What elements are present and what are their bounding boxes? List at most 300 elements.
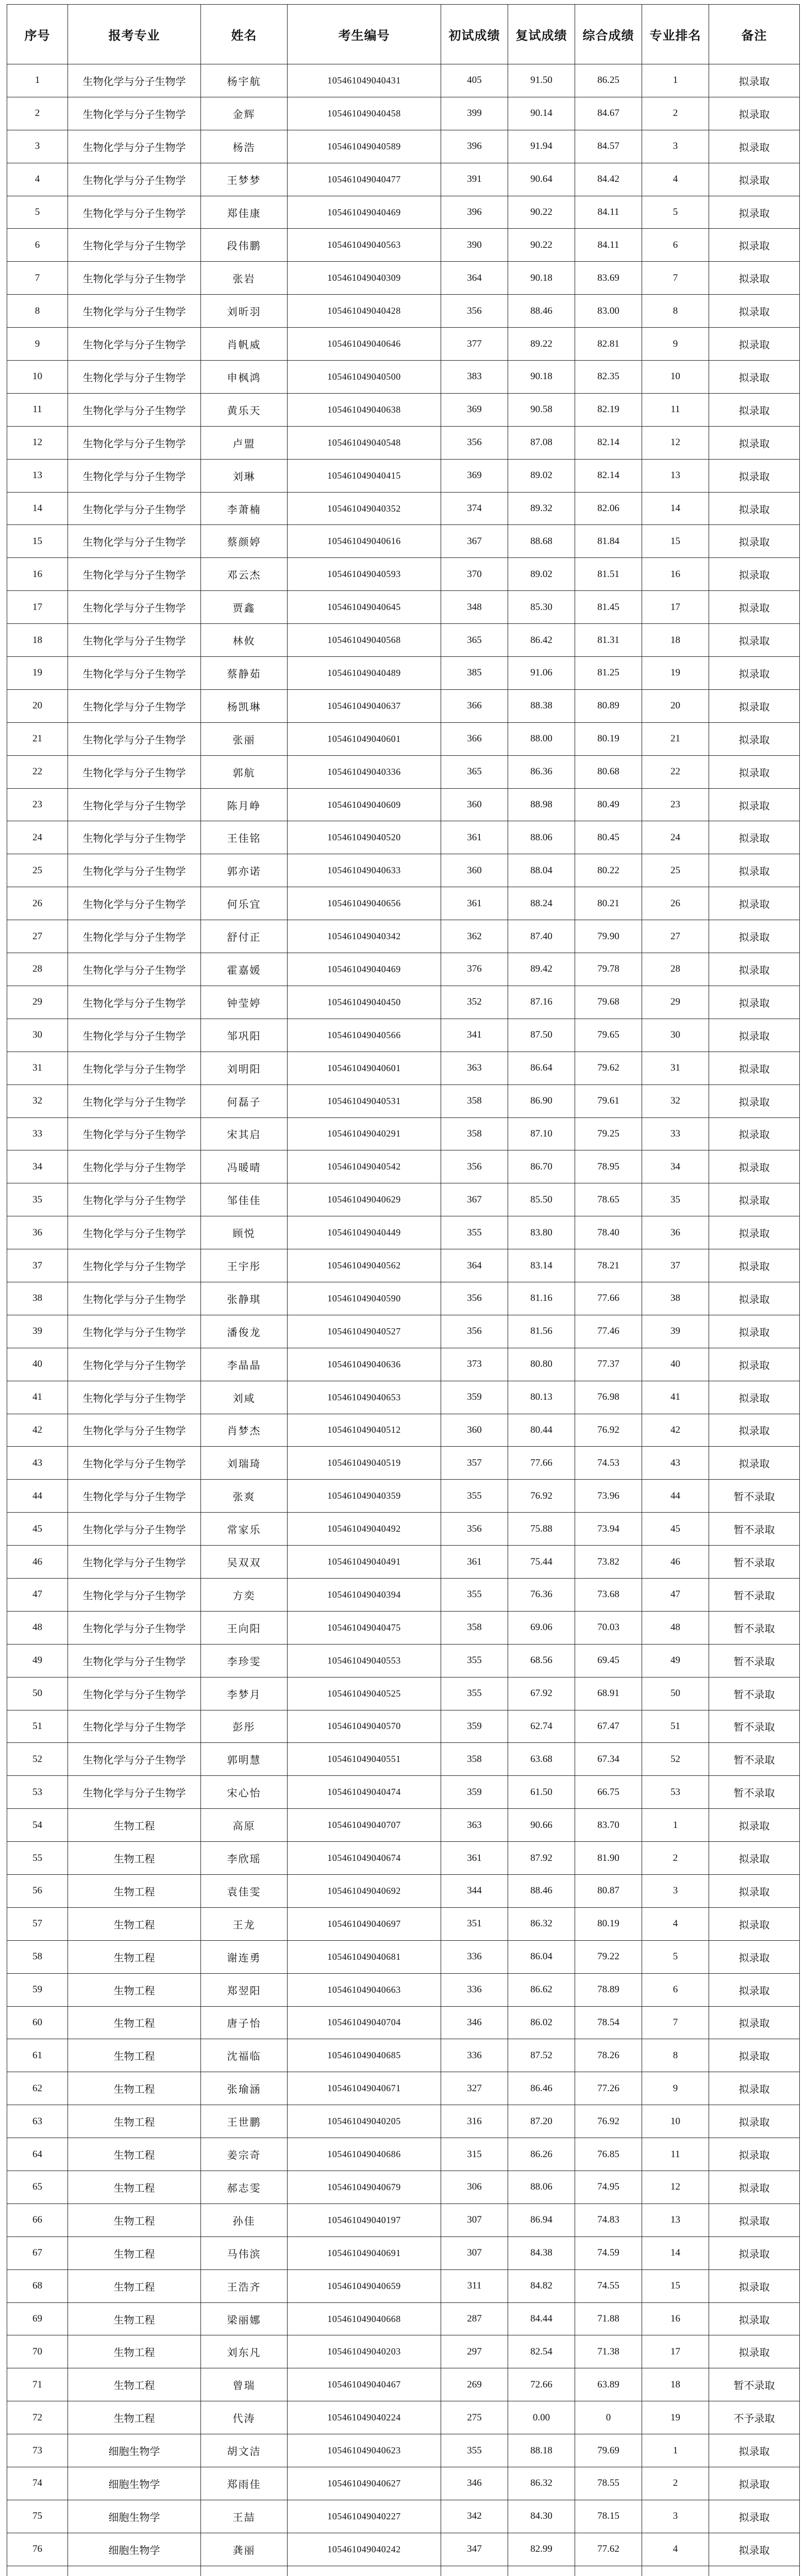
- cell-major: 生物工程: [68, 2105, 201, 2138]
- cell-index: 14: [7, 492, 68, 525]
- table-row: [7, 689, 800, 722]
- cell-remark: 拟录取: [709, 2072, 800, 2105]
- cell-rank: 43: [642, 1447, 709, 1480]
- table-row: [7, 1644, 800, 1677]
- cell-index: 73: [7, 2434, 68, 2467]
- cell-retest-score: 72.66: [508, 2368, 575, 2401]
- cell-index: 55: [7, 1842, 68, 1875]
- cell-retest-score: 88.00: [508, 722, 575, 755]
- cell-candidate-id: 105461049040616: [288, 525, 441, 558]
- cell-candidate-id: 105461049040589: [288, 130, 441, 163]
- cell-initial-score: 358: [441, 1743, 508, 1776]
- cell-total-score: 68.91: [575, 1677, 642, 1710]
- cell-total-score: 63.89: [575, 2368, 642, 2401]
- cell-total-score: 84.11: [575, 196, 642, 229]
- cell-rank: 4: [642, 163, 709, 196]
- cell-rank: 1: [642, 2434, 709, 2467]
- cell-initial-score: 348: [441, 591, 508, 624]
- cell-index: 16: [7, 558, 68, 591]
- table-row: [7, 788, 800, 821]
- table-row: [7, 657, 800, 690]
- cell-major: 生物化学与分子生物学: [68, 393, 201, 426]
- header-row: [7, 5, 800, 64]
- cell-remark: 拟录取: [709, 97, 800, 130]
- cell-initial-score: 307: [441, 2204, 508, 2236]
- cell-candidate-id: 105461049040542: [288, 1150, 441, 1183]
- cell-remark: 拟录取: [709, 689, 800, 722]
- cell-remark: 拟录取: [709, 525, 800, 558]
- cell-initial-score: 306: [441, 2171, 508, 2204]
- cell-major: [68, 2566, 201, 2576]
- cell-index: 34: [7, 1150, 68, 1183]
- cell-total-score: 73.94: [575, 1513, 642, 1546]
- table-row: [7, 986, 800, 1019]
- cell-retest-score: 90.58: [508, 393, 575, 426]
- cell-initial-score: 358: [441, 1117, 508, 1150]
- cell-index: 26: [7, 887, 68, 920]
- cell-retest-score: 76.36: [508, 1578, 575, 1611]
- cell-initial-score: 390: [441, 229, 508, 262]
- cell-initial-score: 361: [441, 1842, 508, 1875]
- cell-total-score: 74.95: [575, 2171, 642, 2204]
- cell-total-score: 80.21: [575, 887, 642, 920]
- cell-index: 40: [7, 1348, 68, 1381]
- cell-candidate-id: 105461049040562: [288, 1249, 441, 1282]
- cell-candidate-id: 105461049040671: [288, 2072, 441, 2105]
- cell-index: 22: [7, 755, 68, 788]
- table-row: [7, 1677, 800, 1710]
- cell-candidate-id: 105461049040428: [288, 295, 441, 328]
- cell-rank: 35: [642, 1183, 709, 1216]
- cell-candidate-id: 105461049040352: [288, 492, 441, 525]
- cell-retest-score: 87.10: [508, 1117, 575, 1150]
- cell-retest-score: 88.04: [508, 854, 575, 887]
- cell-rank: 6: [642, 229, 709, 262]
- cell-index: 5: [7, 196, 68, 229]
- cell-total-score: 80.19: [575, 722, 642, 755]
- cell-total-score: 78.21: [575, 1249, 642, 1282]
- table-row: [7, 1117, 800, 1150]
- cell-major: 生物化学与分子生物学: [68, 1480, 201, 1513]
- cell-retest-score: 88.98: [508, 788, 575, 821]
- cell-total-score: 82.14: [575, 426, 642, 459]
- cell-remark: 拟录取: [709, 196, 800, 229]
- cell-initial-score: 307: [441, 2236, 508, 2269]
- cell-index: 37: [7, 1249, 68, 1282]
- cell-candidate-id: 105461049040531: [288, 1084, 441, 1117]
- cell-retest-score: 90.64: [508, 163, 575, 196]
- cell-retest-score: 83.80: [508, 1216, 575, 1249]
- cell-name: 何磊子: [201, 1084, 288, 1117]
- cell-name: 王梦梦: [201, 163, 288, 196]
- cell-remark: 拟录取: [709, 295, 800, 328]
- table-row: [7, 1216, 800, 1249]
- cell-index: 4: [7, 163, 68, 196]
- cell-major: 生物化学与分子生物学: [68, 295, 201, 328]
- cell-retest-score: 87.08: [508, 426, 575, 459]
- cell-initial-score: 356: [441, 1282, 508, 1315]
- cell-major: 生物化学与分子生物学: [68, 1710, 201, 1743]
- cell-retest-score: 82.99: [508, 2533, 575, 2566]
- cell-name: 宋心怡: [201, 1776, 288, 1809]
- cell-remark: 拟录取: [709, 1117, 800, 1150]
- cell-major: 生物工程: [68, 2302, 201, 2335]
- cell-initial-score: 356: [441, 1150, 508, 1183]
- cell-retest-score: 89.32: [508, 492, 575, 525]
- cell-retest-score: 69.06: [508, 1611, 575, 1644]
- cell-retest-score: 88.06: [508, 821, 575, 854]
- cell-rank: 17: [642, 591, 709, 624]
- cell-total-score: 79.69: [575, 2434, 642, 2467]
- table-row: [7, 2171, 800, 2204]
- cell-candidate-id: 105461049040692: [288, 1874, 441, 1907]
- cell-retest-score: 80.44: [508, 1414, 575, 1447]
- cell-total-score: 81.45: [575, 591, 642, 624]
- cell-total-score: 80.45: [575, 821, 642, 854]
- cell-retest-score: 80.80: [508, 1348, 575, 1381]
- cell-rank: 30: [642, 1019, 709, 1052]
- cell-remark: 拟录取: [709, 1907, 800, 1940]
- cell-major: 生物化学与分子生物学: [68, 1513, 201, 1546]
- cell-index: 76: [7, 2533, 68, 2566]
- cell-remark: 拟录取: [709, 2105, 800, 2138]
- cell-major: 生物工程: [68, 2039, 201, 2072]
- cell-rank: 46: [642, 1546, 709, 1579]
- cell-major: 生物化学与分子生物学: [68, 821, 201, 854]
- cell-total-score: 83.70: [575, 1809, 642, 1842]
- cell-name: 孙佳: [201, 2204, 288, 2236]
- cell-total-score: 79.65: [575, 1019, 642, 1052]
- cell-rank: 2: [642, 2467, 709, 2500]
- cell-name: 李珍雯: [201, 1644, 288, 1677]
- cell-initial-score: 361: [441, 821, 508, 854]
- cell-name: 顾悦: [201, 1216, 288, 1249]
- cell-initial-score: 355: [441, 1644, 508, 1677]
- cell-index: 25: [7, 854, 68, 887]
- table-row: [7, 229, 800, 262]
- cell-rank: 27: [642, 920, 709, 953]
- cell-total-score: 77.62: [575, 2533, 642, 2566]
- table-row: [7, 1249, 800, 1282]
- cell-total-score: 78.55: [575, 2467, 642, 2500]
- cell-index: 43: [7, 1447, 68, 1480]
- cell-name: 张爽: [201, 1480, 288, 1513]
- cell-rank: 1: [642, 1809, 709, 1842]
- cell-name: 邹巩阳: [201, 1019, 288, 1052]
- cell-name: 霍嘉媛: [201, 953, 288, 986]
- cell-initial-score: 357: [441, 1447, 508, 1480]
- cell-rank: 50: [642, 1677, 709, 1710]
- cell-candidate-id: 105461049040568: [288, 624, 441, 657]
- cell-initial-score: 399: [441, 97, 508, 130]
- table-row: [7, 2138, 800, 2171]
- table-row: [7, 821, 800, 854]
- cell-index: 44: [7, 1480, 68, 1513]
- cell-remark: 拟录取: [709, 361, 800, 394]
- cell-total-score: 67.47: [575, 1710, 642, 1743]
- cell-name: 何乐宜: [201, 887, 288, 920]
- cell-total-score: 78.89: [575, 1973, 642, 2006]
- cell-initial-score: 341: [441, 1019, 508, 1052]
- cell-retest-score: 86.26: [508, 2138, 575, 2171]
- cell-total-score: 74.83: [575, 2204, 642, 2236]
- cell-retest-score: 87.52: [508, 2039, 575, 2072]
- cell-name: 邓云杰: [201, 558, 288, 591]
- cell-initial-score: 365: [441, 624, 508, 657]
- cell-name: 冯暖晴: [201, 1150, 288, 1183]
- cell-major: 生物化学与分子生物学: [68, 624, 201, 657]
- cell-total-score: 0: [575, 2401, 642, 2434]
- cell-initial-score: 360: [441, 1414, 508, 1447]
- table-row: [7, 262, 800, 295]
- cell-retest-score: 88.46: [508, 1874, 575, 1907]
- table-row: [7, 2368, 800, 2401]
- cell-major: 生物化学与分子生物学: [68, 1611, 201, 1644]
- table-row: [7, 1973, 800, 2006]
- cell-name: 郑翌阳: [201, 1973, 288, 2006]
- table-row: [7, 361, 800, 394]
- cell-candidate-id: 105461049040492: [288, 1513, 441, 1546]
- cell-candidate-id: 105461049040637: [288, 689, 441, 722]
- cell-candidate-id: 105461049040686: [288, 2138, 441, 2171]
- cell-retest-score: 68.56: [508, 1644, 575, 1677]
- cell-retest-score: 87.50: [508, 1019, 575, 1052]
- table-row: [7, 2566, 800, 2576]
- table-row: [7, 1480, 800, 1513]
- cell-candidate-id: 105461049040291: [288, 1117, 441, 1150]
- cell-major: 生物化学与分子生物学: [68, 1447, 201, 1480]
- cell-candidate-id: 105461049040691: [288, 2236, 441, 2269]
- cell-rank: 44: [642, 1480, 709, 1513]
- cell-remark: 拟录取: [709, 1940, 800, 1973]
- cell-initial-score: 361: [441, 1546, 508, 1579]
- cell-index: 56: [7, 1874, 68, 1907]
- cell-major: 生物化学与分子生物学: [68, 1776, 201, 1809]
- table-row: [7, 1710, 800, 1743]
- cell-index: 18: [7, 624, 68, 657]
- cell-candidate-id: 105461049040593: [288, 558, 441, 591]
- cell-total-score: 74.55: [575, 2269, 642, 2302]
- cell-total-score: 78.95: [575, 1150, 642, 1183]
- cell-total-score: 81.90: [575, 1842, 642, 1875]
- cell-initial-score: 351: [441, 1907, 508, 1940]
- cell-name: 郑佳康: [201, 196, 288, 229]
- col-header-remark: 备注: [709, 5, 800, 64]
- col-header-retest-score: 复试成绩: [508, 5, 575, 64]
- cell-initial-score: 359: [441, 1381, 508, 1414]
- cell-remark: 拟录取: [709, 1019, 800, 1052]
- cell-index: 13: [7, 459, 68, 492]
- cell-name: 方奕: [201, 1578, 288, 1611]
- table-row: [7, 163, 800, 196]
- cell-candidate-id: 105461049040458: [288, 97, 441, 130]
- table-row: [7, 887, 800, 920]
- cell-major: 生物化学与分子生物学: [68, 1546, 201, 1579]
- cell-name: 舒付正: [201, 920, 288, 953]
- cell-rank: 24: [642, 821, 709, 854]
- cell-initial-score: [441, 2566, 508, 2576]
- cell-total-score: 80.89: [575, 689, 642, 722]
- cell-name: 李晶晶: [201, 1348, 288, 1381]
- cell-total-score: 83.00: [575, 295, 642, 328]
- cell-index: 74: [7, 2467, 68, 2500]
- cell-candidate-id: 105461049040450: [288, 986, 441, 1019]
- cell-remark: 拟录取: [709, 492, 800, 525]
- cell-remark: 暂不录取: [709, 1578, 800, 1611]
- table-row: [7, 1874, 800, 1907]
- table-row: [7, 591, 800, 624]
- cell-retest-score: 67.92: [508, 1677, 575, 1710]
- cell-index: 39: [7, 1315, 68, 1348]
- cell-initial-score: 364: [441, 262, 508, 295]
- cell-candidate-id: 105461049040638: [288, 393, 441, 426]
- cell-candidate-id: 105461049040520: [288, 821, 441, 854]
- cell-major: 生物化学与分子生物学: [68, 1150, 201, 1183]
- table-row: [7, 1809, 800, 1842]
- cell-index: 49: [7, 1644, 68, 1677]
- table-row: [7, 1447, 800, 1480]
- table-row: [7, 2500, 800, 2533]
- cell-initial-score: 360: [441, 788, 508, 821]
- cell-name: 张岩: [201, 262, 288, 295]
- cell-name: 王宇彤: [201, 1249, 288, 1282]
- cell-retest-score: 84.38: [508, 2236, 575, 2269]
- cell-major: 生物工程: [68, 1809, 201, 1842]
- cell-remark: 拟录取: [709, 1447, 800, 1480]
- cell-retest-score: [508, 2566, 575, 2576]
- cell-candidate-id: 105461049040570: [288, 1710, 441, 1743]
- cell-rank: 34: [642, 1150, 709, 1183]
- cell-remark: 拟录取: [709, 2302, 800, 2335]
- cell-remark: 拟录取: [709, 1052, 800, 1084]
- cell-remark: 拟录取: [709, 64, 800, 97]
- cell-name: 王龙: [201, 1907, 288, 1940]
- cell-name: 郑雨佳: [201, 2467, 288, 2500]
- cell-index: 9: [7, 328, 68, 361]
- cell-name: 蔡静茹: [201, 657, 288, 690]
- cell-name: 吴双双: [201, 1546, 288, 1579]
- cell-major: 生物化学与分子生物学: [68, 163, 201, 196]
- cell-rank: 19: [642, 657, 709, 690]
- cell-initial-score: 366: [441, 722, 508, 755]
- cell-candidate-id: 105461049040623: [288, 2434, 441, 2467]
- cell-index: 61: [7, 2039, 68, 2072]
- cell-remark: 拟录取: [709, 558, 800, 591]
- cell-initial-score: 336: [441, 1940, 508, 1973]
- cell-total-score: 82.35: [575, 361, 642, 394]
- cell-remark: 暂不录取: [709, 1743, 800, 1776]
- cell-retest-score: 85.30: [508, 591, 575, 624]
- cell-initial-score: 327: [441, 2072, 508, 2105]
- cell-major: 生物化学与分子生物学: [68, 591, 201, 624]
- cell-candidate-id: 105461049040469: [288, 953, 441, 986]
- cell-initial-score: 346: [441, 2006, 508, 2039]
- cell-index: 38: [7, 1282, 68, 1315]
- cell-initial-score: 356: [441, 295, 508, 328]
- cell-name: 马伟滨: [201, 2236, 288, 2269]
- cell-total-score: 70.03: [575, 1611, 642, 1644]
- cell-retest-score: 76.92: [508, 1480, 575, 1513]
- cell-initial-score: 369: [441, 459, 508, 492]
- cell-name: 金辉: [201, 97, 288, 130]
- cell-major: 生物化学与分子生物学: [68, 1348, 201, 1381]
- cell-retest-score: 89.02: [508, 459, 575, 492]
- cell-candidate-id: 105461049040553: [288, 1644, 441, 1677]
- cell-candidate-id: 105461049040359: [288, 1480, 441, 1513]
- cell-index: 33: [7, 1117, 68, 1150]
- cell-retest-score: 86.62: [508, 1973, 575, 2006]
- cell-retest-score: 91.06: [508, 657, 575, 690]
- cell-total-score: 81.25: [575, 657, 642, 690]
- cell-name: 彭彤: [201, 1710, 288, 1743]
- cell-candidate-id: 105461049040205: [288, 2105, 441, 2138]
- cell-initial-score: 360: [441, 854, 508, 887]
- cell-rank: 18: [642, 624, 709, 657]
- cell-initial-score: 355: [441, 1216, 508, 1249]
- cell-retest-score: 86.32: [508, 1907, 575, 1940]
- cell-retest-score: 77.66: [508, 1447, 575, 1480]
- cell-candidate-id: 105461049040645: [288, 591, 441, 624]
- table-row: [7, 459, 800, 492]
- cell-retest-score: 86.46: [508, 2072, 575, 2105]
- cell-name: 张静琪: [201, 1282, 288, 1315]
- cell-remark: 暂不录取: [709, 1513, 800, 1546]
- cell-remark: 拟录取: [709, 2204, 800, 2236]
- table-row: [7, 2039, 800, 2072]
- cell-index: 69: [7, 2302, 68, 2335]
- cell-name: 邹佳佳: [201, 1183, 288, 1216]
- cell-initial-score: 356: [441, 1315, 508, 1348]
- cell-rank: 26: [642, 887, 709, 920]
- cell-remark: 拟录取: [709, 821, 800, 854]
- cell-retest-score: 89.02: [508, 558, 575, 591]
- cell-index: 45: [7, 1513, 68, 1546]
- cell-name: 常家乐: [201, 1513, 288, 1546]
- cell-total-score: 71.38: [575, 2335, 642, 2368]
- cell-initial-score: 355: [441, 1578, 508, 1611]
- cell-retest-score: 89.22: [508, 328, 575, 361]
- cell-remark: 拟录取: [709, 2236, 800, 2269]
- cell-candidate-id: 105461049040663: [288, 1973, 441, 2006]
- cell-major: 生物工程: [68, 2171, 201, 2204]
- cell-retest-score: 87.20: [508, 2105, 575, 2138]
- cell-retest-score: 84.82: [508, 2269, 575, 2302]
- cell-total-score: 79.78: [575, 953, 642, 986]
- cell-major: 生物化学与分子生物学: [68, 1414, 201, 1447]
- cell-index: [7, 2566, 68, 2576]
- cell-rank: 21: [642, 722, 709, 755]
- cell-retest-score: 86.64: [508, 1052, 575, 1084]
- cell-name: 李欣瑶: [201, 1842, 288, 1875]
- cell-retest-score: 87.40: [508, 920, 575, 953]
- cell-remark: 拟录取: [709, 1249, 800, 1282]
- cell-total-score: 77.46: [575, 1315, 642, 1348]
- cell-retest-score: 62.74: [508, 1710, 575, 1743]
- cell-name: 钟莹婷: [201, 986, 288, 1019]
- cell-retest-score: 81.16: [508, 1282, 575, 1315]
- cell-major: 生物化学与分子生物学: [68, 64, 201, 97]
- cell-remark: 拟录取: [709, 2006, 800, 2039]
- cell-initial-score: 358: [441, 1611, 508, 1644]
- cell-index: 21: [7, 722, 68, 755]
- cell-name: 卢盟: [201, 426, 288, 459]
- cell-index: 54: [7, 1809, 68, 1842]
- table-body: [7, 64, 800, 2576]
- table-row: [7, 2105, 800, 2138]
- cell-major: 生物化学与分子生物学: [68, 1743, 201, 1776]
- cell-major: 生物化学与分子生物学: [68, 426, 201, 459]
- cell-candidate-id: 105461049040415: [288, 459, 441, 492]
